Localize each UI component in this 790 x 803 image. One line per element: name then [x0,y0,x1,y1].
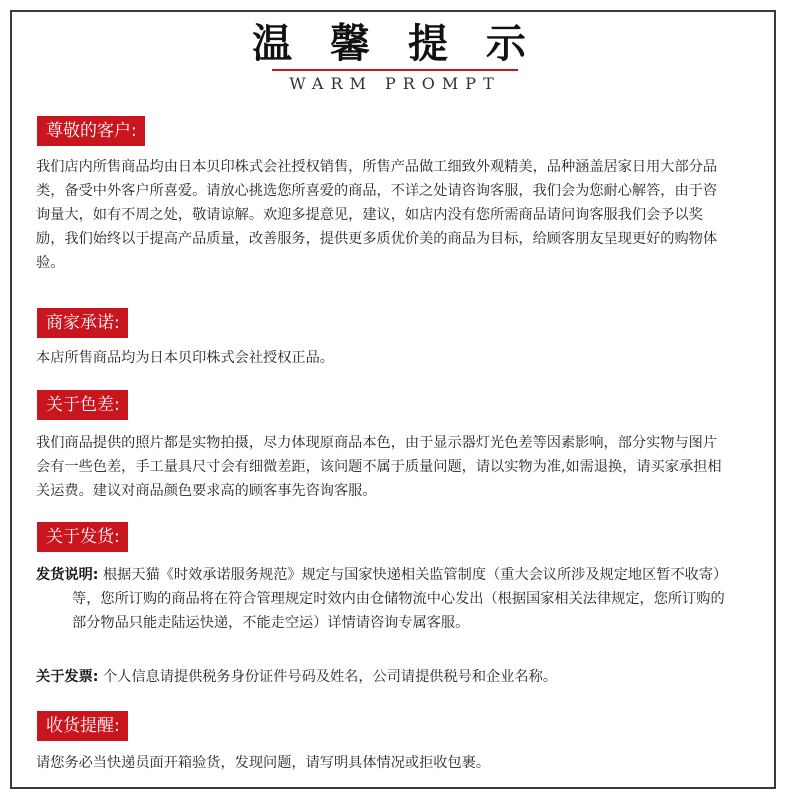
section-text-merchant-promise: 本店所售商品均为日本贝印株式会社授权正品。 [36,350,334,366]
section-text-color-difference: 我们商品提供的照片都是实物拍摄，尽力体现原商品本色，由于显示器灯光色差等因素影响，部分实物与图片会有一些色差，手工量具尺寸会有细微差距，该问题不属于质量问题，请以实物为准,如需退换，请买家承担相关运费。建议对商品颜色要求高的顾客事先咨询客服。 [36,435,722,499]
page-title: 温 馨 提 示 [252,21,538,67]
section-text-invoice [36,665,726,689]
invoice-text: 个人信息请提供税务身份证件号码及姓名，公司请提供税号和企业名称。 [102,669,557,685]
section-label-merchant-promise: 商家承诺: [37,308,128,338]
section-label-color-difference: 关于色差: [37,390,128,420]
section-label-shipping: 关于发货: [37,522,128,552]
title-underline [272,69,518,71]
section-text-receipt-reminder: 请您务必当快递员面开箱验货，发现问题，请写明具体情况或拒收包裹。 [36,755,491,771]
section-label-receipt-reminder: 收货提醒: [37,711,128,741]
section-text-delivery-note [36,563,736,635]
page-subtitle: WARM PROMPT [289,74,501,93]
delivery-note-title: 发货说明: [36,567,99,583]
section-label-dear-customer: 尊敬的客户: [37,116,145,146]
invoice-title: 关于发票: [36,669,99,685]
delivery-note-text: 根据天猫《时效承诺服务规范》规定与国家快递相关监管制度（重大会议所涉及规定地区暂不收寄）等，您所订购的商品将在符合管理规定时效内由仓储物流中心发出（根据国家相关法律规定，您所订购的部分物品只能走陆运快递，不能走空运）详情请咨询专属客服。 [72,567,728,631]
section-text-dear-customer: 我们店内所售商品均由日本贝印株式会社授权销售，所售产品做工细致外观精美，品种涵盖居家日用大部分品类，备受中外客户所喜爱。请放心挑选您所喜爱的商品，不详之处请咨询客服，我们会为您耐心解答，由于咨询量大，如有不周之处，敬请谅解。欢迎多提意见，建议，如店内没有您所需商品请问询客服我们会予以奖励，我们始终以于提高产品质量，改善服务，提供更多质优价美的商品为目标，给顾客朋友呈现更好的购物体验。 [36,159,718,271]
